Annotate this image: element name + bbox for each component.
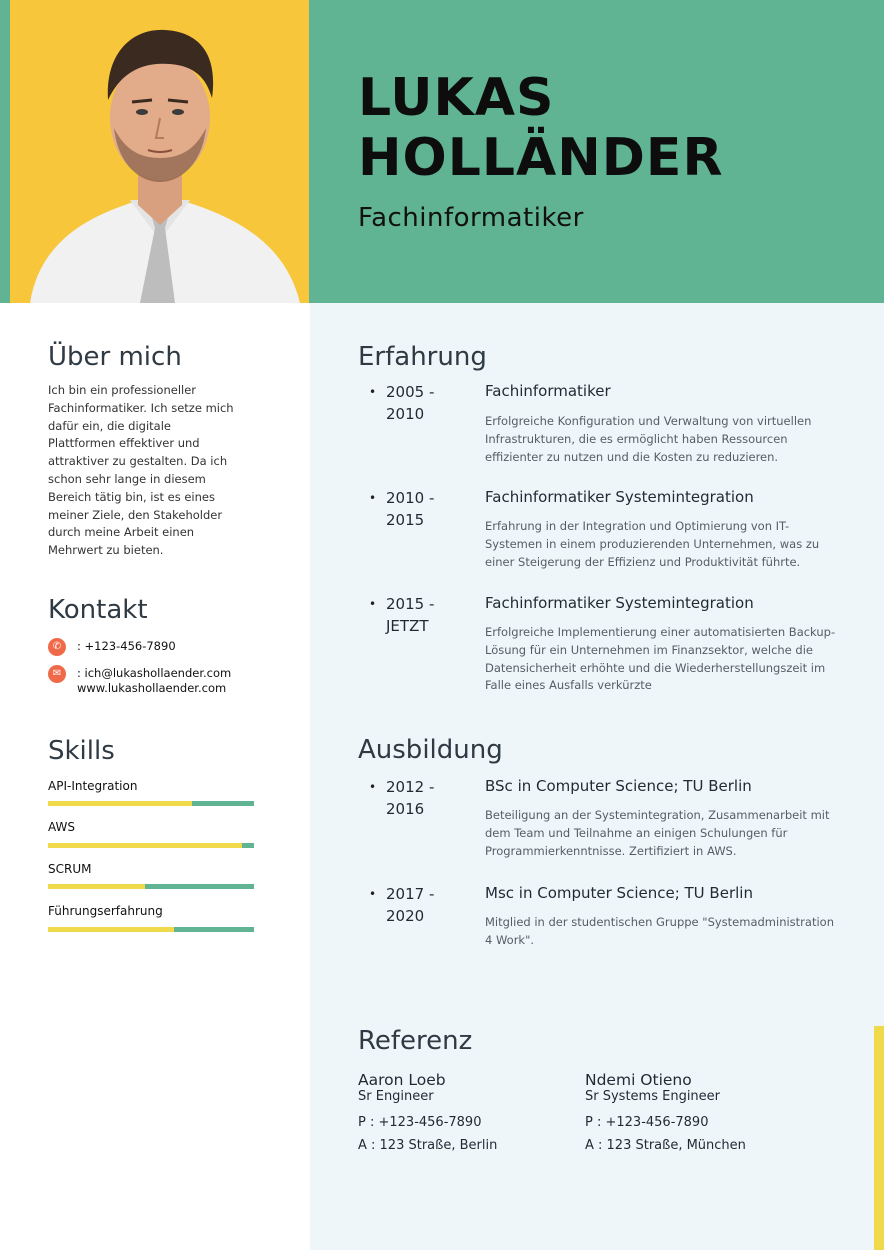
date-end: JETZT [386,617,429,635]
mail-icon: ✉ [48,665,66,683]
skill-label: AWS [48,820,76,834]
experience-date [386,381,466,425]
experience-date [386,593,466,637]
reference-role: Sr Engineer [358,1089,434,1104]
experience-role: Fachinformatiker Systemintegration [485,488,754,506]
date-start: 2012 - [386,778,435,796]
skill-bar [48,927,254,932]
skill-bar [48,801,254,806]
contact-email-text[interactable]: : ich@lukashollaender.com [77,666,232,680]
skill-fill [48,801,192,806]
experience-role: Fachinformatiker Systemintegration [485,594,754,612]
date-start: 2015 - [386,595,435,613]
education-desc: Beteiligung an der Systemintegration, Zusammenarbeit mit dem Team und Teilnahme an einigen Schulungen für Programmierkenntnisse. Zertifiziert in AWS. [485,808,830,858]
list-bullet: • [369,887,377,901]
phone-icon: ✆ [48,638,66,656]
contact-website-text[interactable]: www.lukashollaender.com [77,681,227,695]
education-desc: Mitglied in der studentischen Gruppe "Systemadministration 4 Work". [485,915,834,947]
skill-fill [48,927,174,932]
experience-title: Erfahrung [358,342,487,372]
education-degree: BSc in Computer Science; TU Berlin [485,777,752,795]
date-end: 2015 [386,511,425,529]
reference-address: A : 123 Straße, Berlin [358,1138,498,1153]
reference-name: Ndemi Otieno [585,1071,692,1089]
contact-title: Kontakt [48,595,148,625]
job-title: Fachinformatiker [358,203,584,233]
date-start: 2010 - [386,489,435,507]
date-end: 2020 [386,907,425,925]
skill-bar [48,884,254,889]
list-bullet: • [369,491,377,505]
date-end: 2016 [386,800,425,818]
about-title: Über mich [48,342,182,372]
about-text: Ich bin ein professioneller Fachinformatiker. Ich setze mich dafür ein, die digitale Plattformen effektiver und attraktiver zu gestalten. Da ich schon sehr lange in diesem Bereich tätig bin, ist es eines meiner Ziele, den Stakeholder durch meine Arbeit einen Mehrwert zu bieten. [48,383,234,558]
skill-label: API-Integration [48,779,138,793]
candidate-name [358,68,858,188]
skill-label: SCRUM [48,862,92,876]
reference-role: Sr Systems Engineer [585,1089,721,1104]
experience-role: Fachinformatiker [485,382,611,400]
accent-bar [874,1026,884,1250]
date-end: 2010 [386,405,425,423]
date-start: 2005 - [386,383,435,401]
name-line-2: HOLLÄNDER [358,128,724,188]
education-degree: Msc in Computer Science; TU Berlin [485,884,753,902]
experience-desc: Erfahrung in der Integration und Optimierung von IT-Systemen in einem produzierenden Unternehmen, was zu einer Steigerung der Effizienz und Produktivität führte. [485,519,820,569]
reference-name: Aaron Loeb [358,1071,446,1089]
profile-photo [10,0,309,303]
experience-desc: Erfolgreiche Konfiguration und Verwaltung von virtuellen Infrastrukturen, die es ermöglicht haben Ressourcen effizienter zu nutzen und die Kosten zu reduzieren. [485,414,812,464]
education-date [386,776,466,820]
skills-title: Skills [48,736,115,766]
skill-fill [48,884,145,889]
skill-fill [48,843,242,848]
skill-bar [48,843,254,848]
education-title: Ausbildung [358,735,503,765]
reference-phone: P : +123-456-7890 [585,1115,709,1130]
experience-date [386,487,466,531]
contact-phone-text: : +123-456-7890 [77,639,176,653]
reference-address: A : 123 Straße, München [585,1138,746,1153]
list-bullet: • [369,597,377,611]
list-bullet: • [369,780,377,794]
experience-desc: Erfolgreiche Implementierung einer automatisierten Backup-Lösung für ein Unternehmen im Finanzsektor, welche die Datensicherheit erhöhte und die Wiederherstellungszeit im Falle eines Ausfalls verkürzte [485,625,836,693]
name-line-1: LUKAS [358,68,555,128]
date-start: 2017 - [386,885,435,903]
references-title: Referenz [358,1026,473,1056]
reference-phone: P : +123-456-7890 [358,1115,482,1130]
skill-label: Führungserfahrung [48,904,163,918]
education-date [386,883,466,927]
list-bullet: • [369,385,377,399]
